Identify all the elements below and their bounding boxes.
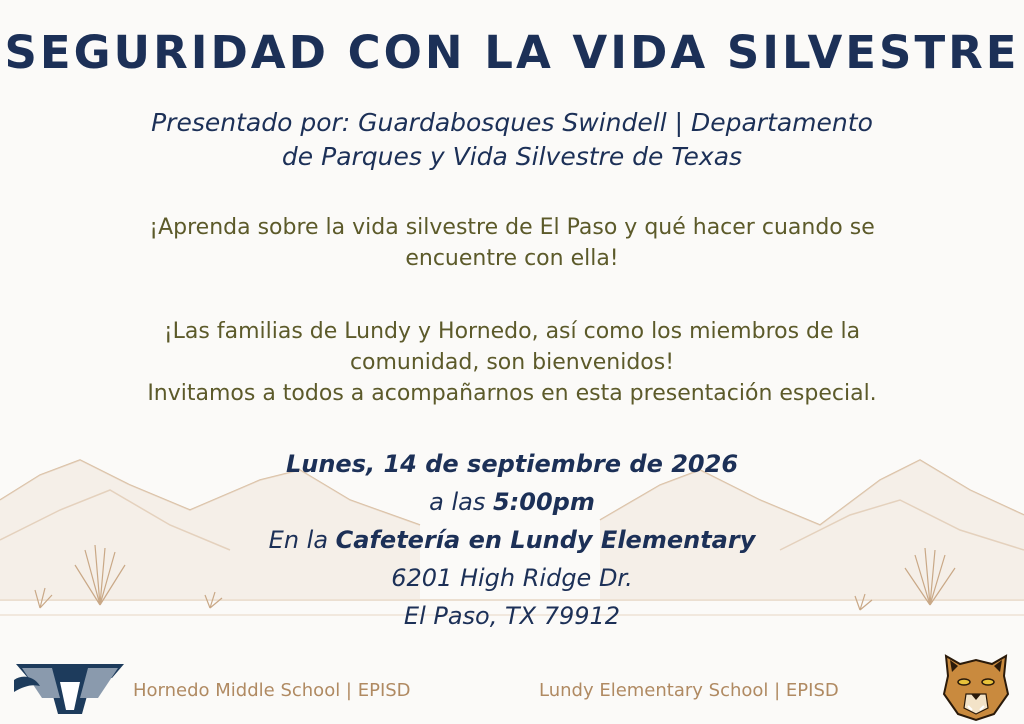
event-time-value: 5:00pm [492,488,595,516]
welcome-line-3: Invitamos a todos a acompañarnos en esta presentación especial. [147,381,877,406]
cougar-mascot-icon [938,650,1014,722]
hornedo-logo-icon [12,658,128,720]
welcome-paragraph [40,316,984,409]
page-title: SEGURIDAD CON LA VIDA SILVESTRE [4,26,1020,79]
event-time-prefix: a las [429,488,493,516]
lundy-school-label: Lundy Elementary School | EPISD [539,680,839,701]
event-time [100,483,924,521]
footer [0,650,1024,724]
event-details [100,445,924,635]
presenter-line-1: Presentado por: Guardabosques Swindell | Departamento [151,108,873,137]
event-location [100,521,924,559]
event-date-text: Lunes, 14 de septiembre de 2026 [285,450,739,478]
event-address-line-1: 6201 High Ridge Dr. [391,564,633,592]
event-date [100,445,924,483]
welcome-line-1: ¡Las familias de Lundy y Hornedo, así como los miembros de la [163,319,861,344]
event-address-line-2: El Paso, TX 79912 [403,602,621,630]
intro-line-1: ¡Aprenda sobre la vida silvestre de El Paso y qué hacer cuando se [149,215,875,240]
hornedo-school-label: Hornedo Middle School | EPISD [133,680,411,701]
event-location-prefix: En la [268,526,336,554]
presenter-line-2: de Parques y Vida Silvestre de Texas [281,142,743,171]
presenter-credit [60,106,964,174]
intro-paragraph [40,212,984,274]
welcome-line-2: comunidad, son bienvenidos! [349,350,675,375]
event-location-value: Cafetería en Lundy Elementary [335,526,756,554]
intro-line-2: encuentre con ella! [405,246,619,271]
